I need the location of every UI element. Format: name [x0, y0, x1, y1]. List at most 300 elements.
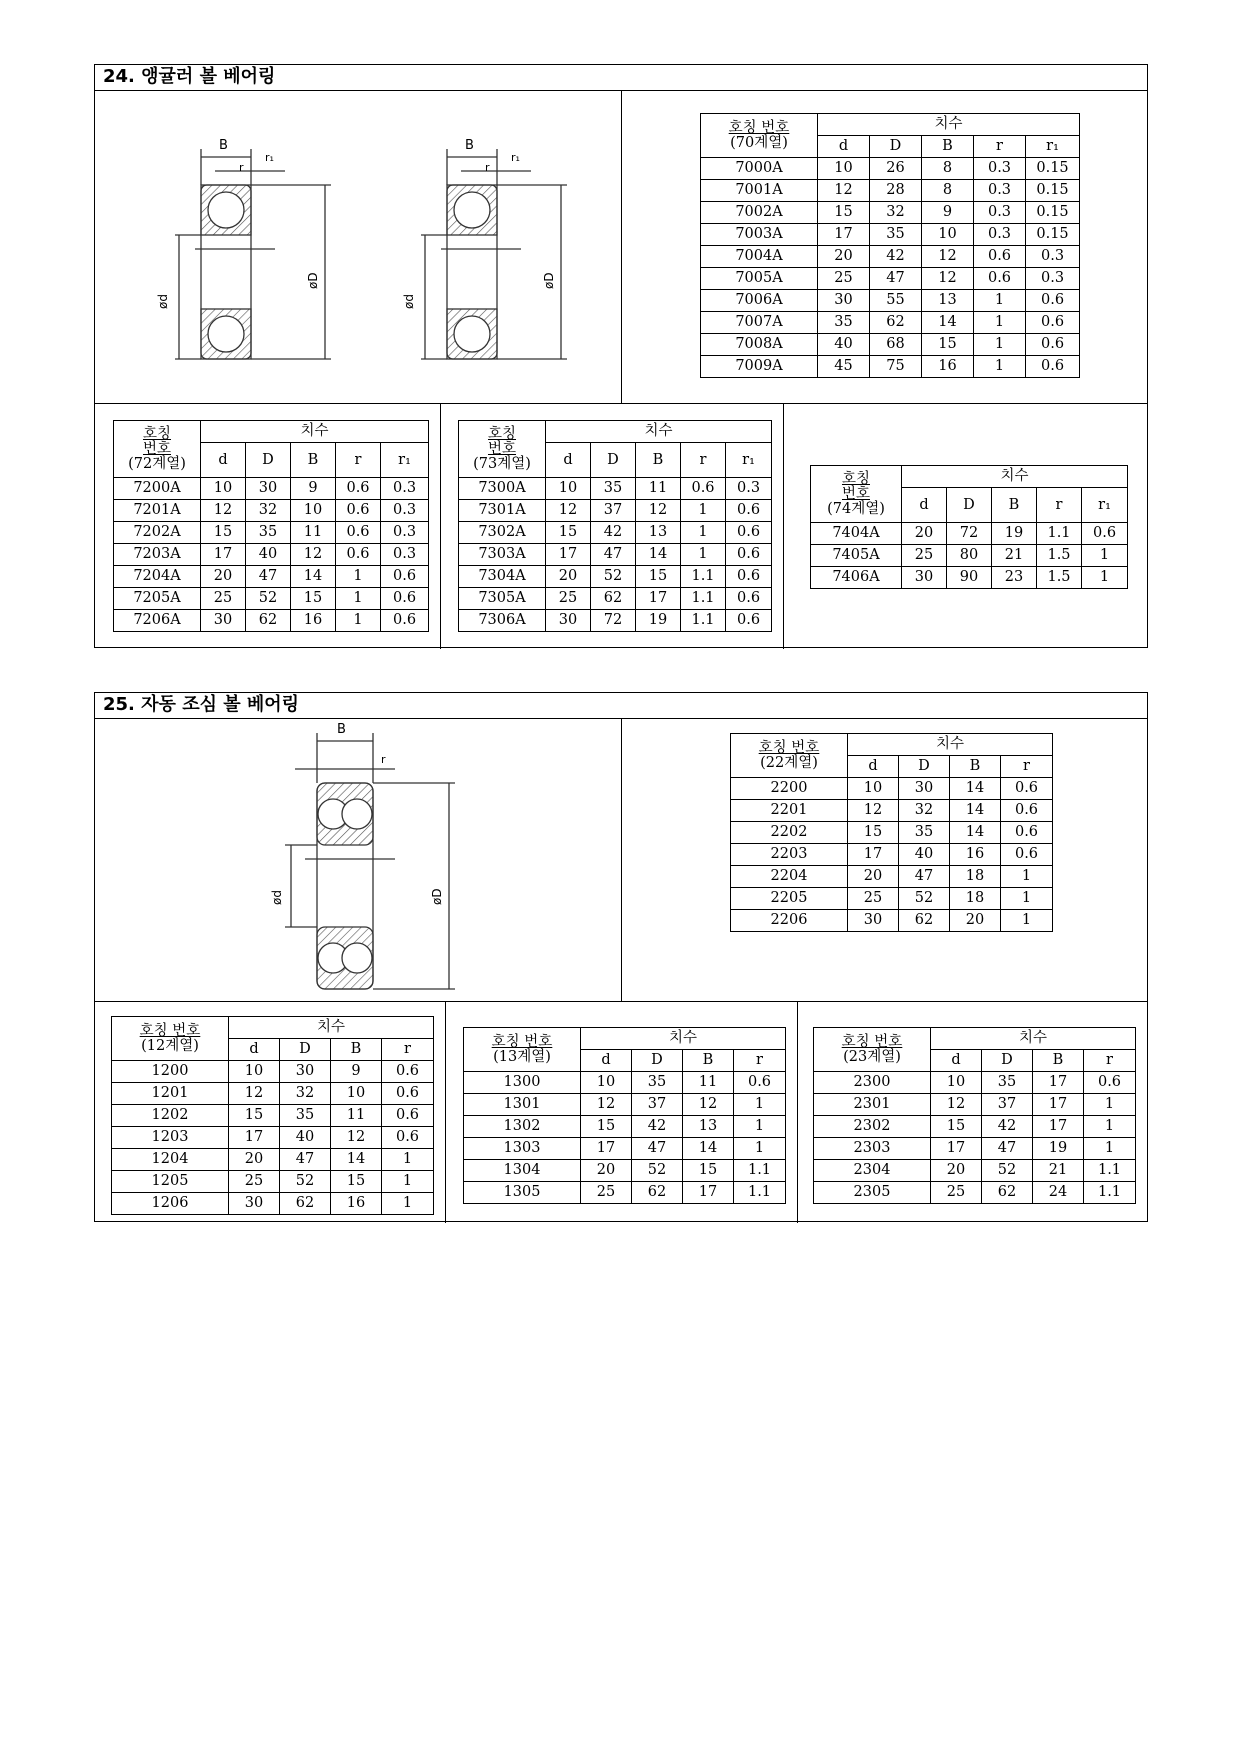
designation-cell: 2201: [731, 800, 848, 822]
dimension-cell: 0.6: [382, 1083, 434, 1105]
dimension-cell: 10: [201, 478, 246, 500]
table-row: [459, 478, 772, 500]
bearing-drawing: [255, 719, 555, 999]
designation-cell: 7201A: [114, 500, 201, 522]
spec-table-22-series: [730, 733, 1053, 932]
table-row: [701, 334, 1080, 356]
designation-cell: 7005A: [701, 268, 818, 290]
dimension-cell: 1: [1082, 545, 1128, 567]
table-row: [701, 180, 1080, 202]
designation-label: 호칭: [142, 425, 171, 442]
table-row: [459, 566, 772, 588]
table-row: [459, 522, 772, 544]
dimension-cell: 8: [922, 158, 974, 180]
dimension-cell: 1: [974, 312, 1026, 334]
dimension-cell: 72: [591, 610, 636, 632]
dimension-cell: 1.1: [681, 610, 726, 632]
designation-cell: 7002A: [701, 202, 818, 224]
col-r: r: [1084, 1050, 1136, 1072]
dimension-cell: 12: [636, 500, 681, 522]
series-label: (22계열): [760, 754, 818, 771]
col-d: d: [546, 443, 591, 478]
designation-cell: 7007A: [701, 312, 818, 334]
dimension-cell: 14: [950, 778, 1001, 800]
dimension-cell: 17: [581, 1138, 632, 1160]
designation-cell: 7406A: [811, 567, 902, 589]
dimension-cell: 21: [1033, 1160, 1084, 1182]
dimension-cell: 35: [246, 522, 291, 544]
dimension-cell: 35: [982, 1072, 1033, 1094]
series-label: (13계열): [493, 1048, 551, 1065]
designation-cell: 7301A: [459, 500, 546, 522]
designation-label: 호칭 번호: [841, 1033, 903, 1050]
dimension-cell: 40: [818, 334, 870, 356]
designation-cell: 1302: [464, 1116, 581, 1138]
dimension-cell: 0.3: [974, 158, 1026, 180]
series-label: (73계열): [473, 455, 531, 472]
dimension-cell: 1.1: [681, 588, 726, 610]
col-D: D: [947, 488, 992, 523]
table-row: [731, 844, 1053, 866]
col-D: D: [870, 136, 922, 158]
dimension-cell: 15: [683, 1160, 734, 1182]
dimension-cell: 17: [683, 1182, 734, 1204]
table-row: [731, 910, 1053, 932]
dim-label-phi-d: ød: [270, 890, 284, 905]
dimension-cell: 62: [982, 1182, 1033, 1204]
bearing-drawing-right: [421, 149, 567, 359]
dims-header: 치수: [818, 114, 1080, 136]
dimension-cell: 12: [229, 1083, 280, 1105]
dimension-cell: 16: [291, 610, 336, 632]
dimension-cell: 15: [291, 588, 336, 610]
dimension-cell: 47: [280, 1149, 331, 1171]
dimension-cell: 0.15: [1026, 158, 1080, 180]
designation-header: [701, 114, 818, 158]
section-title: 24. 앵귤러 볼 베어링: [95, 65, 1147, 91]
table-row: [114, 566, 429, 588]
dimension-cell: 11: [683, 1072, 734, 1094]
dimension-cell: 30: [899, 778, 950, 800]
table-row: [811, 545, 1128, 567]
col-B: B: [331, 1039, 382, 1061]
dimension-cell: 0.6: [1001, 800, 1053, 822]
dimension-cell: 62: [280, 1193, 331, 1215]
dimension-cell: 1: [1082, 567, 1128, 589]
dimension-cell: 12: [848, 800, 899, 822]
designation-cell: 1202: [112, 1105, 229, 1127]
dimension-cell: 32: [870, 202, 922, 224]
dimension-cell: 17: [229, 1127, 280, 1149]
dims-header: 치수: [848, 734, 1053, 756]
col-B: B: [1033, 1050, 1084, 1072]
designation-header: [112, 1017, 229, 1061]
spec-table-74-series: [810, 465, 1128, 589]
dimension-cell: 1: [1084, 1116, 1136, 1138]
series-label: (23계열): [843, 1048, 901, 1065]
dim-label-B: B: [219, 138, 228, 153]
dimension-cell: 17: [848, 844, 899, 866]
dimension-cell: 52: [280, 1171, 331, 1193]
dimension-cell: 45: [818, 356, 870, 378]
dimension-cell: 12: [683, 1094, 734, 1116]
dimension-cell: 72: [947, 523, 992, 545]
dimension-cell: 0.3: [381, 478, 429, 500]
dimension-cell: 12: [922, 268, 974, 290]
designation-header: [731, 734, 848, 778]
dimension-cell: 21: [992, 545, 1037, 567]
dimension-cell: 26: [870, 158, 922, 180]
dimension-cell: 1: [336, 588, 381, 610]
dimension-cell: 13: [683, 1116, 734, 1138]
dimension-cell: 16: [950, 844, 1001, 866]
dimension-cell: 20: [229, 1149, 280, 1171]
dimension-cell: 17: [1033, 1094, 1084, 1116]
dimension-cell: 35: [632, 1072, 683, 1094]
table-row: [701, 356, 1080, 378]
dimension-cell: 18: [950, 866, 1001, 888]
dims-header: 치수: [931, 1028, 1136, 1050]
col-B: B: [291, 443, 336, 478]
designation-cell: 1203: [112, 1127, 229, 1149]
table-row: [112, 1149, 434, 1171]
dimension-cell: 1.5: [1037, 567, 1082, 589]
dimension-cell: 9: [331, 1061, 382, 1083]
table-row: [459, 610, 772, 632]
dimension-cell: 15: [581, 1116, 632, 1138]
designation-cell: 7204A: [114, 566, 201, 588]
dimension-cell: 0.6: [381, 610, 429, 632]
dimension-cell: 42: [591, 522, 636, 544]
dimension-cell: 9: [922, 202, 974, 224]
series-label: (12계열): [141, 1037, 199, 1054]
dimension-cell: 47: [246, 566, 291, 588]
dimension-cell: 15: [546, 522, 591, 544]
designation-cell: 2202: [731, 822, 848, 844]
dimension-cell: 35: [899, 822, 950, 844]
dimension-cell: 20: [902, 523, 947, 545]
spec-table-23-series: [813, 1027, 1136, 1204]
designation-cell: 2304: [814, 1160, 931, 1182]
dimension-cell: 32: [280, 1083, 331, 1105]
table-row: [701, 290, 1080, 312]
dimension-cell: 0.6: [336, 544, 381, 566]
table-row: [731, 888, 1053, 910]
dimension-cell: 16: [331, 1193, 382, 1215]
dimension-cell: 13: [636, 522, 681, 544]
dim-label-B: B: [337, 722, 346, 737]
dimension-cell: 32: [246, 500, 291, 522]
table-row: [731, 866, 1053, 888]
dimension-cell: 35: [591, 478, 636, 500]
dimension-cell: 0.3: [1026, 246, 1080, 268]
table-row: [814, 1138, 1136, 1160]
designation-cell: 7206A: [114, 610, 201, 632]
dimension-cell: 20: [818, 246, 870, 268]
table-row: [114, 610, 429, 632]
col-r: r: [1001, 756, 1053, 778]
col-D: D: [591, 443, 636, 478]
designation-cell: 1304: [464, 1160, 581, 1182]
dimension-cell: 12: [546, 500, 591, 522]
dimension-cell: 23: [992, 567, 1037, 589]
col-r: r: [336, 443, 381, 478]
table-row: [701, 224, 1080, 246]
dimension-cell: 62: [899, 910, 950, 932]
designation-label: 번호: [142, 440, 171, 457]
dimension-cell: 20: [848, 866, 899, 888]
dimension-cell: 0.3: [974, 180, 1026, 202]
dimension-cell: 0.6: [726, 610, 772, 632]
dimension-cell: 55: [870, 290, 922, 312]
dimension-cell: 10: [848, 778, 899, 800]
dimension-cell: 12: [331, 1127, 382, 1149]
col-d: d: [902, 488, 947, 523]
divider: [95, 1001, 1147, 1002]
designation-cell: 7004A: [701, 246, 818, 268]
dimension-cell: 0.6: [1082, 523, 1128, 545]
divider: [445, 1001, 446, 1223]
dimension-cell: 1: [1001, 910, 1053, 932]
dimension-cell: 0.6: [1001, 844, 1053, 866]
dimension-cell: 1: [1084, 1094, 1136, 1116]
dim-label-r1: r₁: [265, 151, 274, 164]
designation-cell: 2303: [814, 1138, 931, 1160]
table-row: [814, 1182, 1136, 1204]
dimension-cell: 52: [246, 588, 291, 610]
table-row: [814, 1094, 1136, 1116]
series-label: (72계열): [128, 455, 186, 472]
dimension-cell: 10: [818, 158, 870, 180]
dimension-cell: 75: [870, 356, 922, 378]
designation-cell: 1206: [112, 1193, 229, 1215]
table-row: [112, 1105, 434, 1127]
dims-header: 치수: [581, 1028, 786, 1050]
dim-label-phi-D: øD: [430, 888, 444, 905]
dimension-cell: 1: [734, 1138, 786, 1160]
dimension-cell: 0.6: [726, 522, 772, 544]
designation-header: [811, 466, 902, 523]
dimension-cell: 42: [982, 1116, 1033, 1138]
table-row: [814, 1160, 1136, 1182]
dimension-cell: 0.6: [336, 500, 381, 522]
dimension-cell: 0.3: [381, 500, 429, 522]
dimension-cell: 25: [546, 588, 591, 610]
dimension-cell: 40: [899, 844, 950, 866]
dims-header: 치수: [201, 421, 429, 443]
dimension-cell: 1: [681, 500, 726, 522]
dimension-cell: 15: [931, 1116, 982, 1138]
dimension-cell: 1: [1084, 1138, 1136, 1160]
bearing-drawing-left: [175, 149, 331, 359]
col-d: d: [581, 1050, 632, 1072]
dimension-cell: 25: [902, 545, 947, 567]
dimension-cell: 20: [950, 910, 1001, 932]
bearing-drawing: [135, 109, 575, 399]
dims-header: 치수: [546, 421, 772, 443]
dimension-cell: 1.1: [734, 1160, 786, 1182]
designation-header: [114, 421, 201, 478]
table-row: [701, 246, 1080, 268]
table-row: [112, 1127, 434, 1149]
dimension-cell: 18: [950, 888, 1001, 910]
dimension-cell: 12: [818, 180, 870, 202]
dimension-cell: 1: [681, 522, 726, 544]
dimension-cell: 0.6: [382, 1127, 434, 1149]
designation-cell: 7000A: [701, 158, 818, 180]
dimension-cell: 62: [591, 588, 636, 610]
designation-cell: 7405A: [811, 545, 902, 567]
dimension-cell: 1.1: [1084, 1160, 1136, 1182]
table-row: [114, 522, 429, 544]
dimension-cell: 25: [818, 268, 870, 290]
table-row: [811, 523, 1128, 545]
dimension-cell: 62: [870, 312, 922, 334]
dimension-cell: 17: [1033, 1072, 1084, 1094]
col-B: B: [922, 136, 974, 158]
designation-cell: 7305A: [459, 588, 546, 610]
dimension-cell: 1: [734, 1094, 786, 1116]
dimension-cell: 47: [870, 268, 922, 290]
dimension-cell: 10: [331, 1083, 382, 1105]
table-row: [112, 1193, 434, 1215]
dimension-cell: 0.6: [974, 246, 1026, 268]
table-row: [464, 1160, 786, 1182]
col-r: r: [974, 136, 1026, 158]
table-row: [114, 478, 429, 500]
dimension-cell: 14: [950, 822, 1001, 844]
designation-cell: 7304A: [459, 566, 546, 588]
dimension-cell: 47: [899, 866, 950, 888]
dimension-cell: 1: [336, 610, 381, 632]
col-D: D: [280, 1039, 331, 1061]
table-row: [459, 500, 772, 522]
dimension-cell: 1: [1001, 866, 1053, 888]
dim-label-phi-D: øD: [306, 272, 320, 289]
dim-label-r1: r₁: [511, 151, 520, 164]
designation-cell: 7008A: [701, 334, 818, 356]
dimension-cell: 0.6: [1026, 312, 1080, 334]
dimension-cell: 52: [632, 1160, 683, 1182]
dimension-cell: 30: [280, 1061, 331, 1083]
col-D: D: [982, 1050, 1033, 1072]
dimension-cell: 0.6: [726, 544, 772, 566]
col-r: r: [681, 443, 726, 478]
series-label: (74계열): [827, 500, 885, 517]
dimension-cell: 15: [848, 822, 899, 844]
dimension-cell: 30: [201, 610, 246, 632]
dimension-cell: 9: [291, 478, 336, 500]
dimension-cell: 1: [382, 1171, 434, 1193]
dimension-cell: 10: [581, 1072, 632, 1094]
dimension-cell: 1: [382, 1193, 434, 1215]
designation-cell: 1200: [112, 1061, 229, 1083]
dimension-cell: 37: [591, 500, 636, 522]
designation-cell: 7303A: [459, 544, 546, 566]
table-row: [112, 1083, 434, 1105]
designation-cell: 2305: [814, 1182, 931, 1204]
dim-label-phi-d: ød: [156, 294, 170, 309]
dimension-cell: 24: [1033, 1182, 1084, 1204]
dimension-cell: 17: [201, 544, 246, 566]
dimension-cell: 12: [291, 544, 336, 566]
dimension-cell: 20: [201, 566, 246, 588]
col-r1: r₁: [1082, 488, 1128, 523]
dimension-cell: 0.6: [974, 268, 1026, 290]
designation-label: 호칭 번호: [758, 739, 820, 756]
col-d: d: [201, 443, 246, 478]
designation-cell: 1301: [464, 1094, 581, 1116]
dimension-cell: 0.6: [381, 566, 429, 588]
designation-cell: 7404A: [811, 523, 902, 545]
dimension-cell: 17: [1033, 1116, 1084, 1138]
dimension-cell: 25: [229, 1171, 280, 1193]
dimension-cell: 1: [974, 356, 1026, 378]
table-row: [464, 1116, 786, 1138]
dimension-cell: 1: [974, 290, 1026, 312]
dimension-cell: 0.15: [1026, 202, 1080, 224]
table-row: [701, 312, 1080, 334]
designation-cell: 7009A: [701, 356, 818, 378]
spec-table-72-series: [113, 420, 429, 632]
dimension-cell: 0.3: [381, 544, 429, 566]
dimension-cell: 0.15: [1026, 180, 1080, 202]
self-aligning-bearing: [285, 733, 455, 989]
dimension-cell: 37: [632, 1094, 683, 1116]
designation-cell: 2206: [731, 910, 848, 932]
dimension-cell: 12: [201, 500, 246, 522]
col-B: B: [683, 1050, 734, 1072]
designation-cell: 7202A: [114, 522, 201, 544]
dimension-cell: 0.3: [1026, 268, 1080, 290]
table-row: [112, 1061, 434, 1083]
dim-label-B: B: [465, 138, 474, 153]
table-row: [814, 1072, 1136, 1094]
designation-label: 호칭 번호: [139, 1022, 201, 1039]
dimension-cell: 10: [546, 478, 591, 500]
dimension-cell: 14: [291, 566, 336, 588]
dimension-cell: 35: [280, 1105, 331, 1127]
dimension-cell: 0.3: [974, 202, 1026, 224]
dimension-cell: 0.15: [1026, 224, 1080, 246]
series-label: (70계열): [730, 134, 788, 151]
dimension-cell: 1: [681, 544, 726, 566]
dimension-cell: 8: [922, 180, 974, 202]
dimension-cell: 1.5: [1037, 545, 1082, 567]
col-r1: r₁: [381, 443, 429, 478]
designation-cell: 1201: [112, 1083, 229, 1105]
table-row: [731, 822, 1053, 844]
dimension-cell: 12: [922, 246, 974, 268]
designation-cell: 7203A: [114, 544, 201, 566]
dimension-cell: 30: [902, 567, 947, 589]
dimension-cell: 30: [229, 1193, 280, 1215]
dimension-cell: 10: [229, 1061, 280, 1083]
dimension-cell: 47: [591, 544, 636, 566]
table-row: [811, 567, 1128, 589]
dimension-cell: 37: [982, 1094, 1033, 1116]
designation-label: 호칭: [841, 470, 870, 487]
designation-cell: 7001A: [701, 180, 818, 202]
dimension-cell: 0.6: [381, 588, 429, 610]
divider: [621, 91, 622, 403]
designation-cell: 1204: [112, 1149, 229, 1171]
col-d: d: [818, 136, 870, 158]
designation-cell: 7200A: [114, 478, 201, 500]
col-d: d: [848, 756, 899, 778]
designation-cell: 7300A: [459, 478, 546, 500]
designation-cell: 2203: [731, 844, 848, 866]
